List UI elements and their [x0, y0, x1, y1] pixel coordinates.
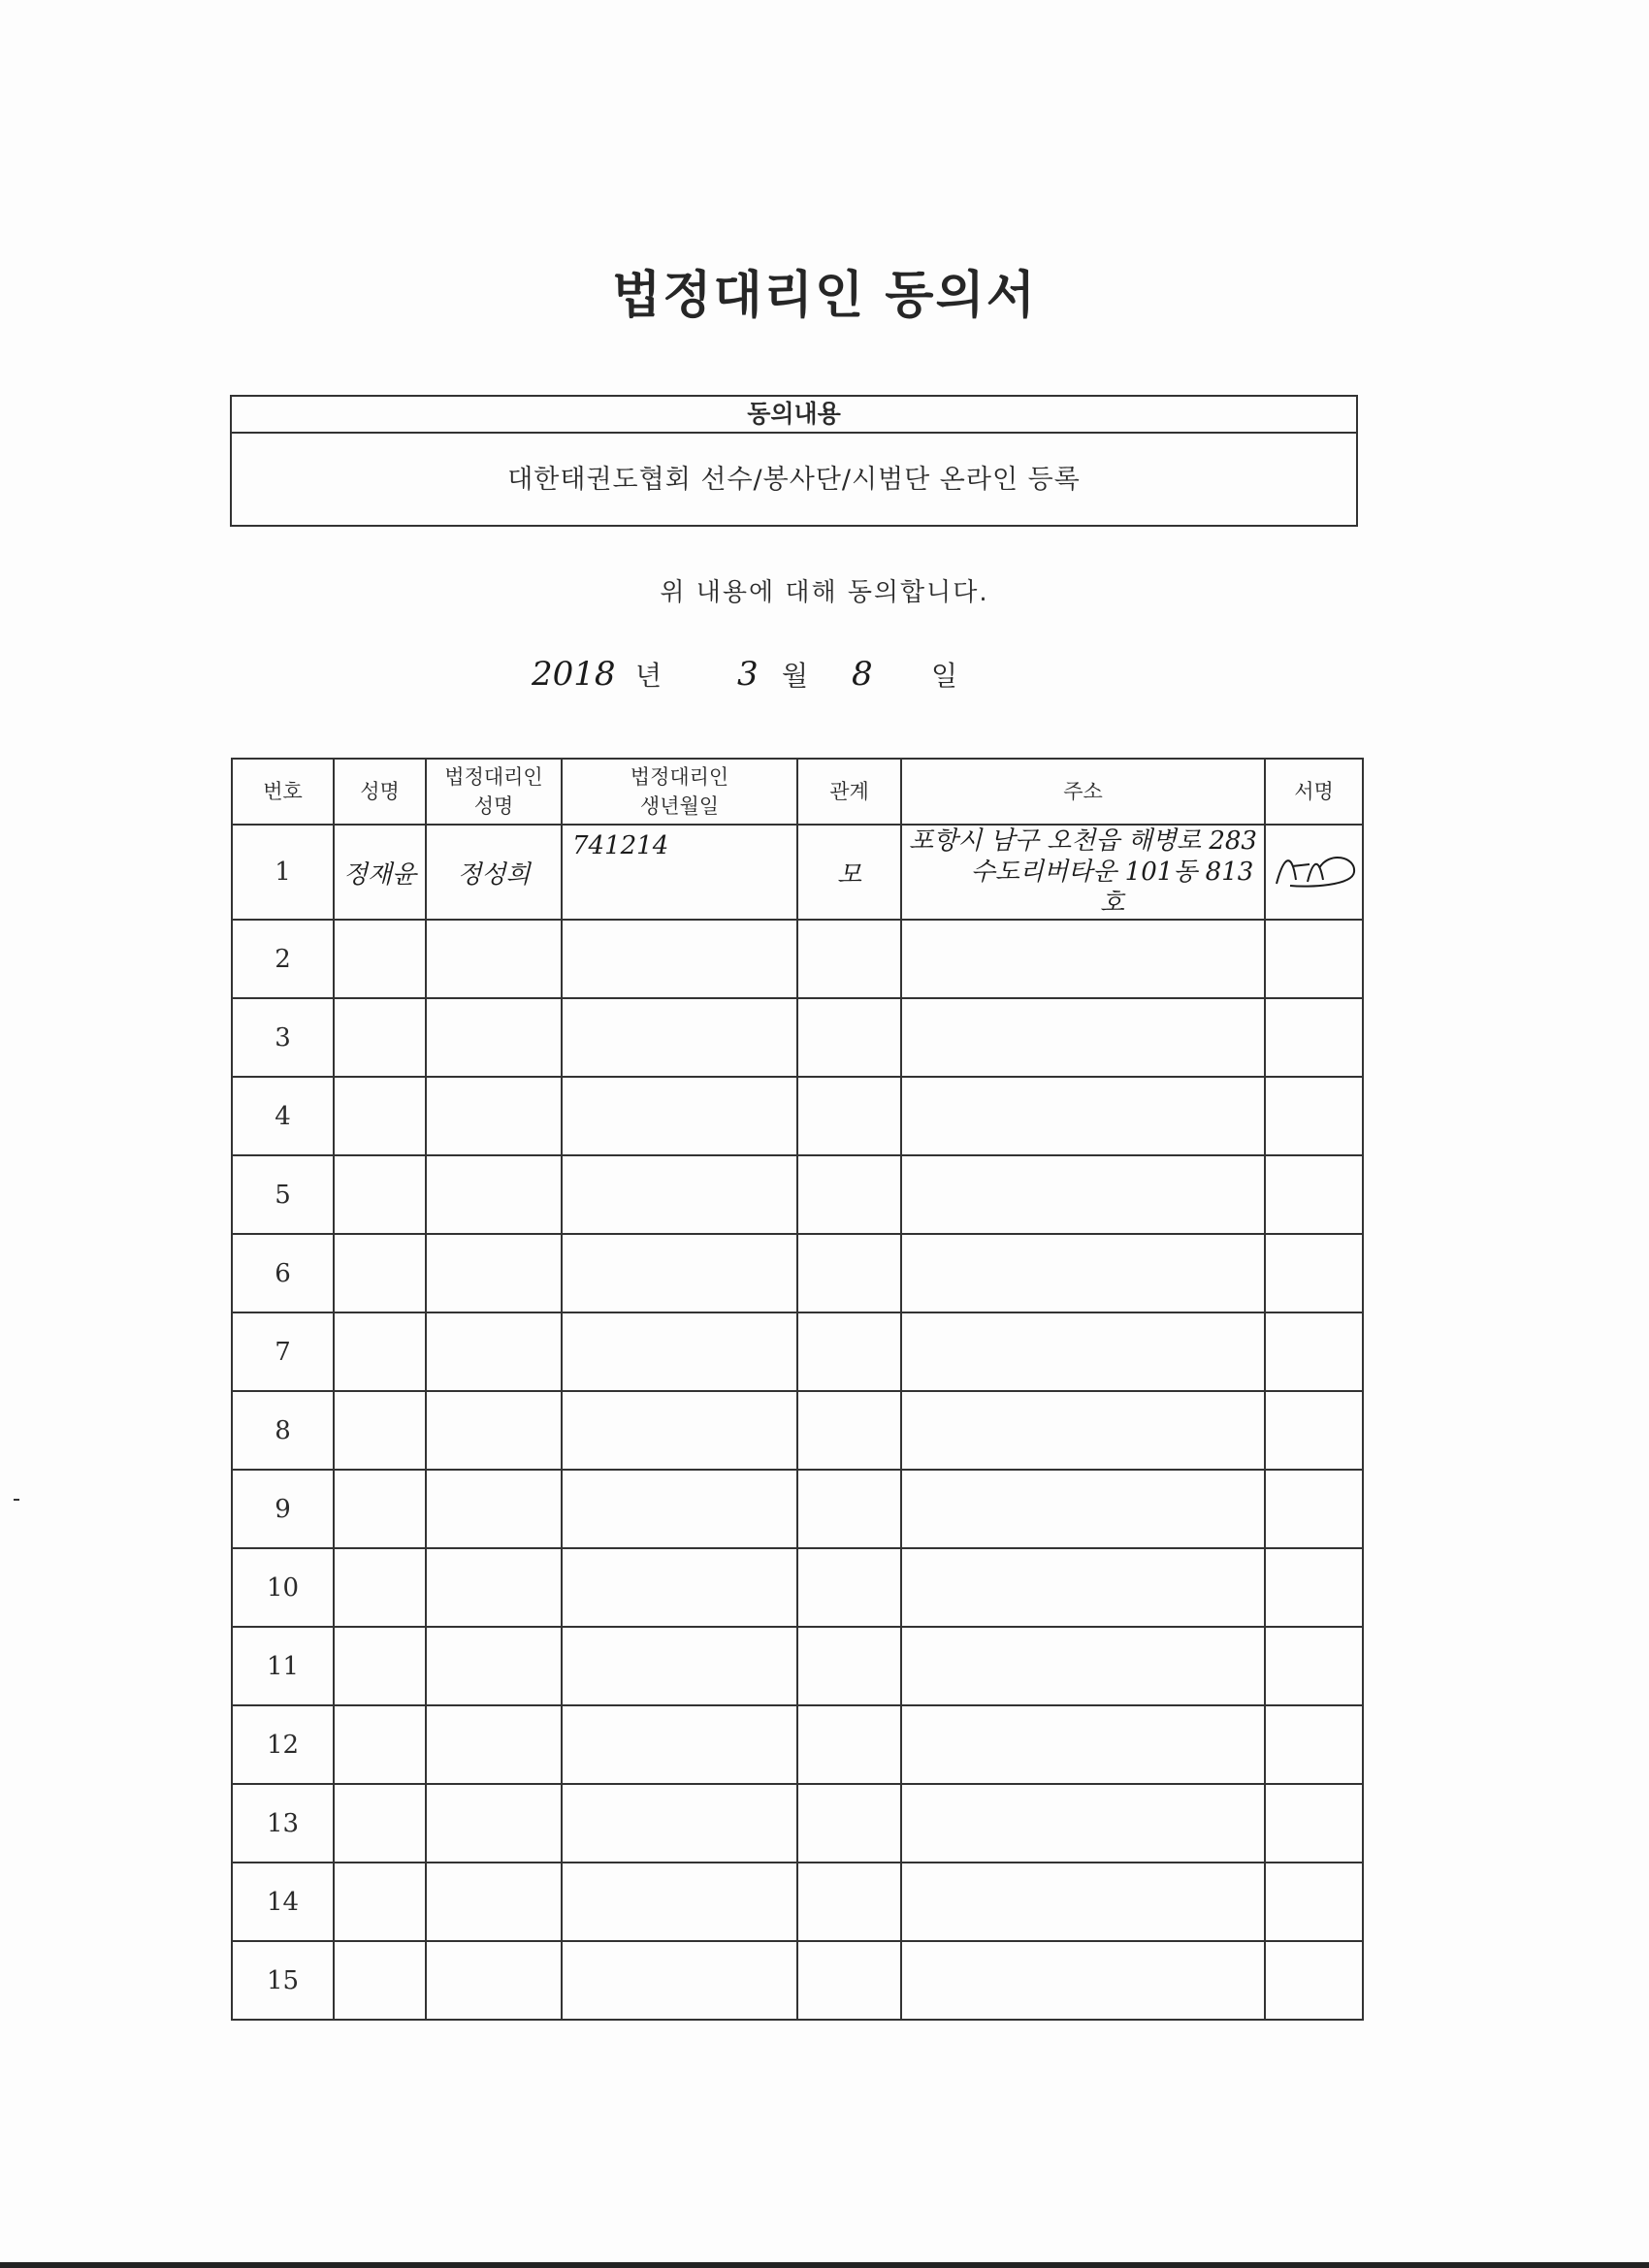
relation [797, 1234, 901, 1312]
guardian-birthdate [562, 1784, 797, 1863]
student-name [334, 1548, 426, 1627]
row-number: 13 [232, 1784, 334, 1863]
student-name [334, 1627, 426, 1705]
scan-speck [14, 1499, 19, 1501]
signature [1265, 1391, 1363, 1470]
student-name [334, 1234, 426, 1312]
guardian-birthdate [562, 1705, 797, 1784]
signature [1265, 1234, 1363, 1312]
address [901, 1234, 1265, 1312]
signature [1265, 998, 1363, 1077]
guardian-birthdate [562, 1077, 797, 1155]
relation [797, 1548, 901, 1627]
table-row [232, 1312, 1363, 1391]
relation [797, 1863, 901, 1941]
row-number: 15 [232, 1941, 334, 2020]
guardian-birthdate [562, 1391, 797, 1470]
signature [1265, 1155, 1363, 1234]
guardian-name [426, 1548, 562, 1627]
date-year-label: 년 [635, 660, 663, 692]
student-name [334, 1312, 426, 1391]
table-row [232, 1705, 1363, 1784]
guardian-birthdate [562, 1312, 797, 1391]
address [901, 1784, 1265, 1863]
guardian-name [426, 1627, 562, 1705]
guardian-birthdate [562, 1234, 797, 1312]
address [901, 1863, 1265, 1941]
date-month-value: 3 [737, 655, 759, 694]
relation [797, 1941, 901, 2020]
address [901, 1627, 1265, 1705]
relation [797, 1784, 901, 1863]
guardian-name [426, 1941, 562, 2020]
relation [797, 1470, 901, 1548]
date-day-value: 8 [852, 655, 873, 694]
table-row [232, 1548, 1363, 1627]
signature-scribble-icon [1271, 845, 1358, 893]
student-name [334, 1077, 426, 1155]
guardian-birthdate [562, 1941, 797, 2020]
guardian-birthdate [562, 1863, 797, 1941]
header-no: 번호 [232, 759, 334, 825]
address [901, 1391, 1265, 1470]
guardian-name [426, 1391, 562, 1470]
address [901, 998, 1265, 1077]
table-row [232, 1863, 1363, 1941]
page-title: 법정대리인 동의서 [612, 267, 1037, 325]
relation: 모 [797, 825, 901, 920]
row-number: 14 [232, 1863, 334, 1941]
signature [1265, 1312, 1363, 1391]
address [901, 825, 1265, 920]
relation [797, 1312, 901, 1391]
signature [1265, 1784, 1363, 1863]
address [901, 920, 1265, 998]
address [901, 1548, 1265, 1627]
guardian-birthdate [562, 1470, 797, 1548]
student-name: 정재윤 [334, 825, 426, 920]
consent-box [230, 395, 1358, 527]
signature [1265, 1863, 1363, 1941]
date-day-label: 일 [931, 660, 958, 692]
student-name [334, 1705, 426, 1784]
table-row [232, 1391, 1363, 1470]
row-number: 7 [232, 1312, 334, 1391]
address [901, 1941, 1265, 2020]
row-number: 1 [232, 825, 334, 920]
table-row [232, 1470, 1363, 1548]
guardian-name [426, 1312, 562, 1391]
student-name [334, 1155, 426, 1234]
consent-body: 대한태권도협회 선수/봉사단/시범단 온라인 등록 [507, 465, 1081, 495]
guardian-birthdate [562, 920, 797, 998]
guardian-name [426, 1705, 562, 1784]
signature [1265, 920, 1363, 998]
guardian-birthdate [562, 1548, 797, 1627]
address [901, 1705, 1265, 1784]
header-relation: 관계 [797, 759, 901, 825]
student-name [334, 1470, 426, 1548]
header-name: 성명 [334, 759, 426, 825]
guardian-name [426, 1234, 562, 1312]
relation [797, 920, 901, 998]
student-name [334, 998, 426, 1077]
row-number: 5 [232, 1155, 334, 1234]
relation [797, 998, 901, 1077]
signature [1265, 1627, 1363, 1705]
row-number: 2 [232, 920, 334, 998]
header-signature: 서명 [1265, 759, 1363, 825]
date-month-label: 월 [782, 660, 809, 692]
guardian-roster-table [231, 758, 1364, 2021]
row-number: 3 [232, 998, 334, 1077]
agreement-statement: 위 내용에 대해 동의합니다. [660, 578, 989, 607]
guardian-name: 정성희 [426, 825, 562, 920]
student-name [334, 920, 426, 998]
row-number: 9 [232, 1470, 334, 1548]
guardian-birthdate [562, 998, 797, 1077]
row-number: 4 [232, 1077, 334, 1155]
row-number: 12 [232, 1705, 334, 1784]
signature [1265, 825, 1363, 920]
signature [1265, 1941, 1363, 2020]
guardian-name [426, 1470, 562, 1548]
address-line-1: 포항시 남구 오천읍 해병로 283 [909, 826, 1257, 856]
relation [797, 1627, 901, 1705]
relation [797, 1705, 901, 1784]
consent-header: 동의내용 [232, 397, 1356, 434]
guardian-name [426, 1077, 562, 1155]
address [901, 1077, 1265, 1155]
guardian-name [426, 920, 562, 998]
table-row [232, 1234, 1363, 1312]
table-header-row [232, 759, 1363, 825]
relation [797, 1391, 901, 1470]
signature [1265, 1705, 1363, 1784]
address [901, 1470, 1265, 1548]
table-row [232, 1155, 1363, 1234]
guardian-birthdate: 741214 [562, 825, 797, 920]
guardian-name [426, 1155, 562, 1234]
address [901, 1312, 1265, 1391]
guardian-birthdate [562, 1627, 797, 1705]
header-guardian-birth: 법정대리인 생년월일 [562, 759, 797, 825]
student-name [334, 1784, 426, 1863]
relation [797, 1077, 901, 1155]
guardian-name [426, 998, 562, 1077]
row-number: 6 [232, 1234, 334, 1312]
signature [1265, 1077, 1363, 1155]
table-row [232, 1627, 1363, 1705]
row-number: 8 [232, 1391, 334, 1470]
date-year-value: 2018 [532, 655, 616, 694]
student-name [334, 1941, 426, 2020]
guardian-name [426, 1863, 562, 1941]
table-row [232, 1077, 1363, 1155]
table-row [232, 825, 1363, 920]
signature [1265, 1470, 1363, 1548]
table-row [232, 1784, 1363, 1863]
table-row [232, 998, 1363, 1077]
row-number: 10 [232, 1548, 334, 1627]
guardian-name [426, 1784, 562, 1863]
student-name [334, 1863, 426, 1941]
row-number: 11 [232, 1627, 334, 1705]
relation [797, 1155, 901, 1234]
address [901, 1155, 1265, 1234]
header-address: 주소 [901, 759, 1265, 825]
table-row [232, 920, 1363, 998]
table-row [232, 1941, 1363, 2020]
guardian-birthdate [562, 1155, 797, 1234]
student-name [334, 1391, 426, 1470]
header-guardian-name: 법정대리인 성명 [426, 759, 562, 825]
signature [1265, 1548, 1363, 1627]
scan-edge [0, 2262, 1649, 2268]
address-line-2: 수도리버타운 101동 813호 [970, 858, 1254, 918]
